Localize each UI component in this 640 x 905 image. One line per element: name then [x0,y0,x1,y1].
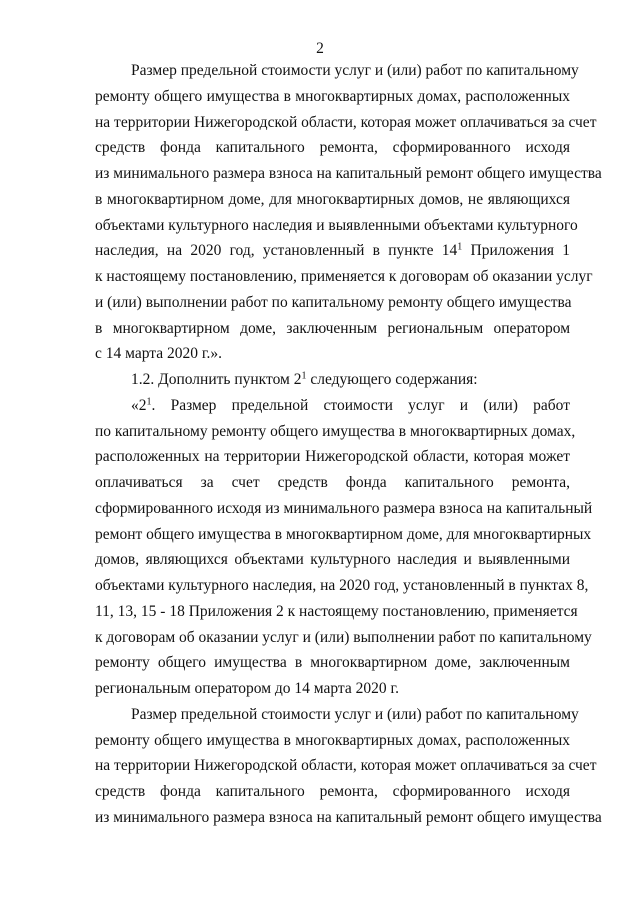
text-line-content: объектами культурного наследия и выявленными объектами культурного [95,216,578,234]
text-line [95,547,570,573]
superscript: 1 [457,241,463,253]
text-line [95,599,578,625]
text-line-content: объектами культурного наследия, на 2020 год, установленный в пунктах 8, [95,577,589,594]
text-line-content: средств фонда капитального ремонта, сформированного исходя [95,139,570,157]
text-line [95,367,570,393]
text-line [95,110,597,136]
text-line-content: расположенных на территории Нижегородской области, которая может [95,448,570,466]
text-line [95,135,570,161]
text-line [95,625,592,651]
text-line-content: ремонту общего имущества в многоквартирных домах, расположенных [95,731,570,749]
text-line-content: и (или) выполнении работ по капитальному ремонту общего имущества [95,293,572,311]
superscript: 1 [301,370,307,382]
text-line [95,728,570,754]
text-line [95,393,570,419]
text-line [95,779,570,805]
text-line [95,522,592,548]
page-number: 2 [316,40,324,57]
text-line [95,84,570,110]
text-line [95,496,593,522]
text-line-continuation: . Размер предельной стоимости услуг и (или) работ [151,396,570,414]
text-line-content: Размер предельной стоимости услуг и (или) работ по капитальному [131,705,579,723]
text-line-content: региональным оператором до 14 марта 2020 г. [95,680,399,697]
text-line-content: ремонт общего имущества в многоквартирном доме, для многоквартирных [95,525,592,543]
text-line [95,702,579,728]
text-line-content: домов, являющихся объектами культурного наследия и выявленными [95,551,570,569]
text-line [95,238,570,264]
text-line [95,470,570,496]
text-line-content: на территории Нижегородской области, которая может оплачиваться за счет [95,113,597,131]
text-line-content: на территории Нижегородской области, которая может оплачиваться за счет [95,757,597,775]
text-line [95,676,570,702]
text-line-content: средств фонда капитального ремонта, сформированного исходя [95,783,570,800]
text-line-content: 1.2. Дополнить пунктом 2 [131,371,302,388]
text-line [95,753,597,779]
text-line [95,290,570,316]
text-line-content: ремонту общего имущества в многоквартирном доме, заключенным [95,654,570,672]
text-line [95,805,602,831]
text-line-content: в многоквартирном доме, заключенным региональным оператором [95,319,570,337]
text-line [95,161,602,187]
superscript: 1 [146,396,152,408]
text-line [95,316,570,342]
text-line-content: 11, 13, 15 - 18 Приложения 2 к настоящему постановлению, применяется [95,602,578,620]
text-line-content: из минимального размера взноса на капитальный ремонт общего имущества [95,808,602,826]
text-line-content: сформированного исходя из минимального размера взноса на капитальный [95,499,593,517]
text-line [95,58,579,84]
text-line-content: к договорам об оказании услуг и (или) выполнении работ по капитальному [95,628,592,646]
text-line-content: к настоящему постановлению, применяется к договорам об оказании услуг [95,268,593,285]
text-line [95,573,589,599]
text-line-content: из минимального размера взноса на капитальный ремонт общего имущества [95,165,602,182]
text-line-content: наследия, на 2020 год, установленный в пункте 14 [95,242,458,260]
text-line [95,650,570,676]
text-line [95,187,570,213]
text-line [95,264,593,290]
text-line [95,419,576,445]
text-line-content: по капитальному ремонту общего имущества в многоквартирных домах, [95,422,576,440]
document-body [95,58,602,831]
text-line-content: с 14 марта 2020 г.». [95,345,222,363]
text-line-content: Размер предельной стоимости услуг и (или) работ по капитальному [131,62,579,79]
text-line [95,444,570,470]
text-line-content: ремонту общего имущества в многоквартирных домах, расположенных [95,87,570,105]
text-line [95,213,578,239]
text-line [95,341,570,367]
text-line-continuation: следующего содержания: [306,371,478,388]
text-line-continuation: Приложения 1 [462,242,570,260]
text-line-content: в многоквартирном доме, для многоквартирных домов, не являющихся [95,190,570,208]
text-line-content: «2 [131,396,147,414]
text-line-content: оплачиваться за счет средств фонда капитального ремонта, [95,474,570,491]
